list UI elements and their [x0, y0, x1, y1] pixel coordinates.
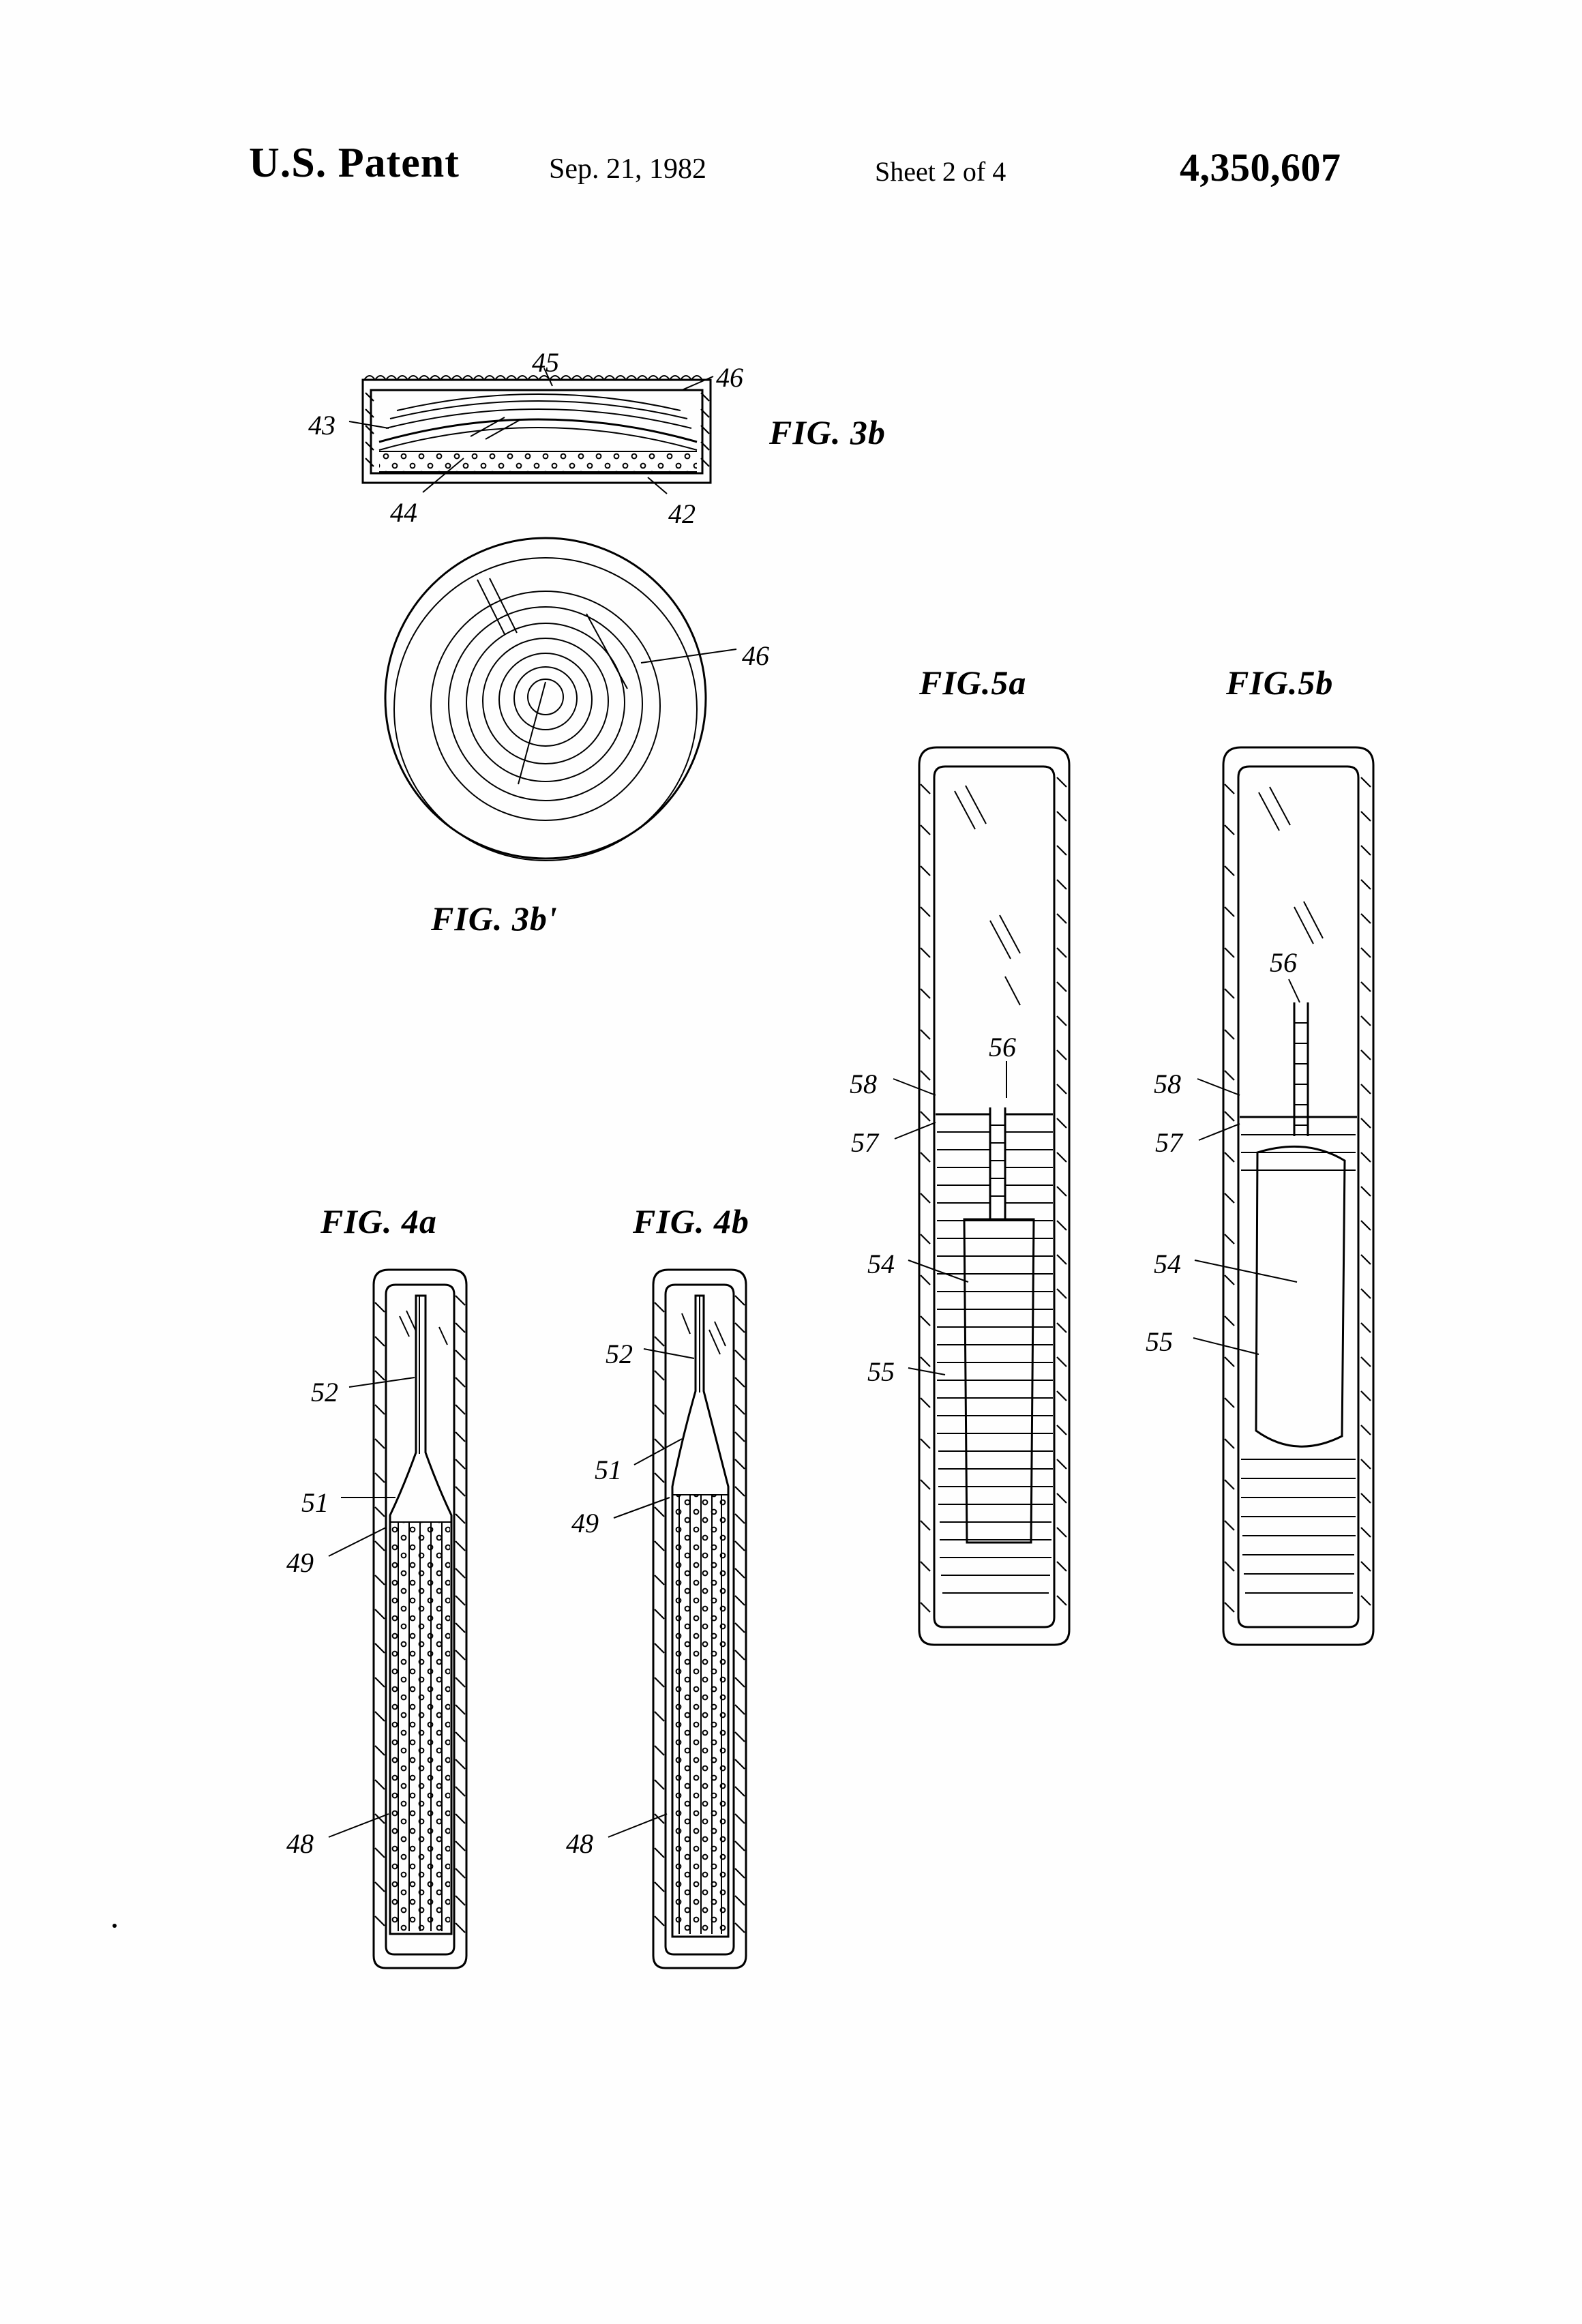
figure-label-4b: FIG. 4b	[633, 1202, 749, 1240]
figure-label-5b: FIG.5b	[1226, 664, 1334, 702]
callout-45: 45	[532, 347, 559, 378]
patent-office-title: U.S. Patent	[249, 140, 460, 186]
figure-label-3b: FIG. 3b	[769, 413, 886, 451]
figure-label-4a: FIG. 4a	[320, 1202, 437, 1240]
callout-42: 42	[668, 498, 696, 529]
callout-52b: 52	[606, 1339, 633, 1369]
figure-3bprime-drawing	[385, 538, 736, 861]
callout-56b: 56	[1270, 947, 1297, 978]
callout-48a: 48	[286, 1828, 314, 1859]
callout-49b: 49	[571, 1508, 599, 1538]
patent-number: 4,350,607	[1180, 145, 1341, 190]
callout-48b: 48	[566, 1828, 593, 1859]
patent-date: Sep. 21, 1982	[549, 153, 706, 185]
callout-56a: 56	[989, 1032, 1016, 1062]
callout-52a: 52	[311, 1377, 338, 1407]
sheet-number: Sheet 2 of 4	[875, 156, 1006, 187]
figure-5b-drawing	[1193, 747, 1373, 1645]
callout-57a: 57	[851, 1127, 878, 1158]
callout-44: 44	[390, 497, 417, 528]
figure-label-5a: FIG.5a	[919, 664, 1027, 702]
callout-58b: 58	[1154, 1069, 1181, 1099]
figure-4b-drawing	[608, 1270, 746, 1968]
callout-55a: 55	[867, 1356, 895, 1387]
callout-43: 43	[308, 410, 335, 441]
callout-58a: 58	[850, 1069, 877, 1099]
callout-55b: 55	[1146, 1326, 1173, 1357]
figure-5a-drawing	[893, 747, 1069, 1645]
callout-49a: 49	[286, 1547, 314, 1578]
callout-54a: 54	[867, 1249, 895, 1279]
figure-label-3bp: FIG. 3b'	[431, 899, 558, 938]
callout-54b: 54	[1154, 1249, 1181, 1279]
callout-51a: 51	[301, 1487, 329, 1518]
callout-46a: 46	[716, 362, 743, 393]
figure-3b-drawing	[349, 368, 713, 494]
callout-46b: 46	[742, 640, 769, 671]
callout-51b: 51	[595, 1455, 622, 1485]
callout-57b: 57	[1155, 1127, 1182, 1158]
figure-4a-drawing	[329, 1270, 466, 1968]
